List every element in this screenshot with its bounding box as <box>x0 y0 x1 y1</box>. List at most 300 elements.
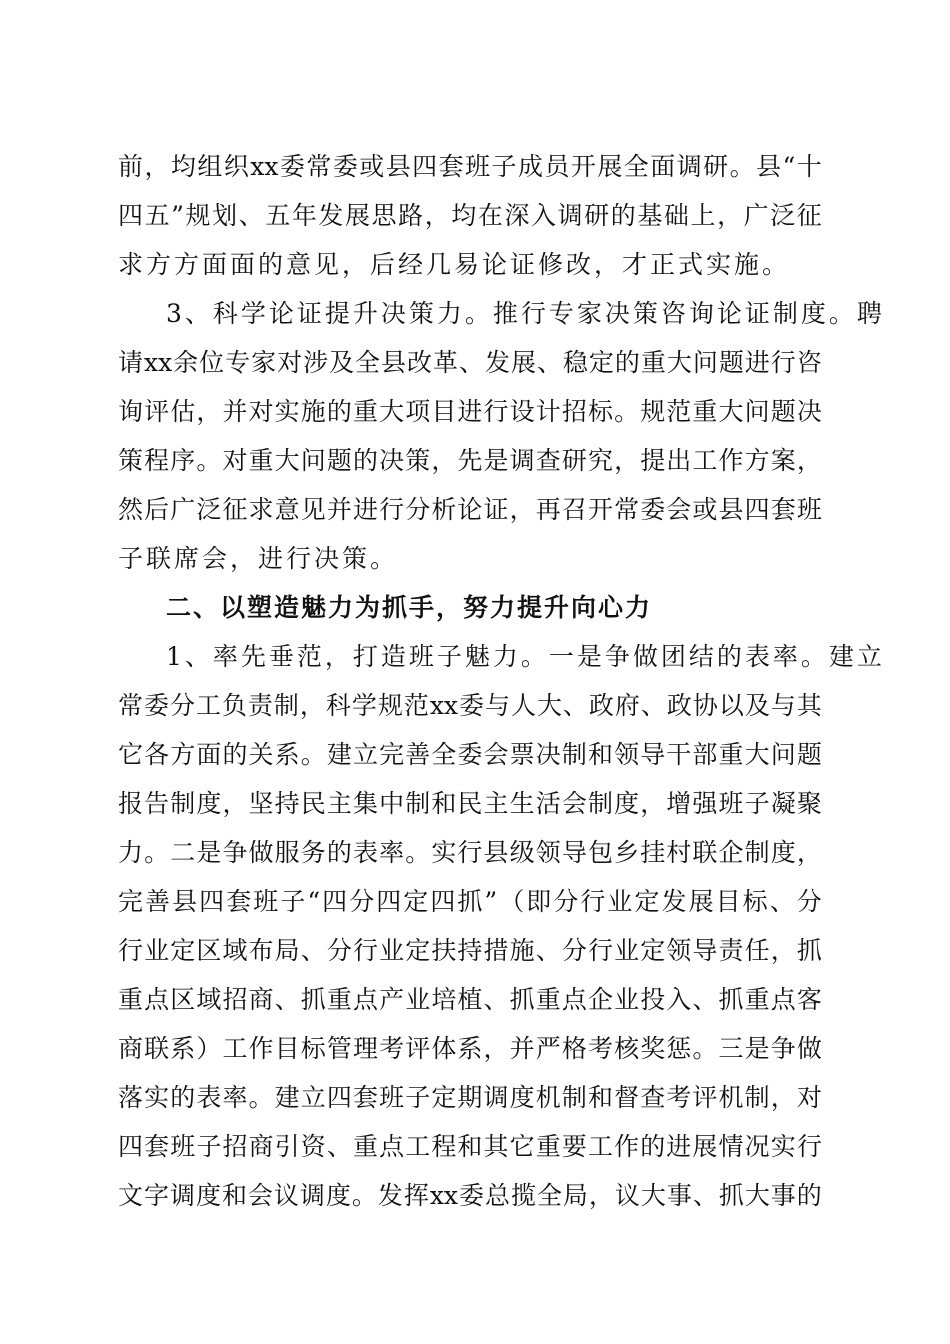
glyph: 均 <box>170 152 196 181</box>
glyph: 位 <box>199 348 225 377</box>
text-line <box>118 784 822 824</box>
glyph: “ <box>307 887 321 916</box>
glyph: 划 <box>212 201 238 230</box>
glyph: 务 <box>300 838 326 867</box>
glyph: 对 <box>796 1083 822 1112</box>
glyph: 会 <box>561 789 587 818</box>
glyph: 范 <box>403 691 429 720</box>
glyph: 制 <box>561 740 587 769</box>
glyph: 套 <box>770 495 796 524</box>
glyph: 挥 <box>403 1181 429 1210</box>
glyph: 的 <box>796 1181 822 1210</box>
glyph: “ <box>782 152 796 181</box>
glyph: 调 <box>483 1083 509 1112</box>
glyph: 人 <box>510 691 536 720</box>
glyph: 出 <box>666 446 692 475</box>
glyph: 证 <box>483 495 509 524</box>
glyph: 县 <box>381 348 407 377</box>
glyph: 四 <box>412 152 438 181</box>
glyph: 定 <box>588 348 614 377</box>
glyph: 其 <box>483 1132 509 1161</box>
glyph: 联 <box>144 1034 170 1063</box>
glyph: 施 <box>509 936 535 965</box>
glyph: 涉 <box>303 348 329 377</box>
glyph: 文 <box>118 1181 144 1210</box>
glyph: 的 <box>640 1132 666 1161</box>
glyph: 工 <box>222 1034 248 1063</box>
glyph: 工 <box>692 446 718 475</box>
text-line <box>118 931 822 971</box>
glyph: 、 <box>640 691 666 720</box>
glyph: 班 <box>379 1083 405 1112</box>
glyph: 领 <box>666 936 692 965</box>
glyph: 府 <box>614 691 640 720</box>
glyph: 子 <box>491 152 517 181</box>
glyph: 表 <box>196 1083 222 1112</box>
glyph: 善 <box>145 887 171 916</box>
glyph: 上 <box>690 201 716 230</box>
glyph: 度 <box>614 789 640 818</box>
glyph: 定 <box>640 936 666 965</box>
glyph: 争 <box>770 1034 796 1063</box>
glyph: 议 <box>614 1181 640 1210</box>
glyph: 决 <box>379 446 405 475</box>
glyph: 分 <box>349 887 375 916</box>
glyph: 定 <box>170 936 196 965</box>
glyph: 率 <box>222 1083 248 1112</box>
glyph: 家 <box>251 348 277 377</box>
glyph: 重 <box>718 740 744 769</box>
glyph: 协 <box>692 691 718 720</box>
glyph: 招 <box>222 1132 248 1161</box>
glyph: 产 <box>379 985 405 1014</box>
glyph: 制 <box>587 789 613 818</box>
glyph: 招 <box>561 397 587 426</box>
glyph: 四 <box>744 495 770 524</box>
glyph: 问 <box>744 397 770 426</box>
glyph: 管 <box>326 1034 352 1063</box>
glyph: 大 <box>666 348 692 377</box>
text-line <box>118 1029 822 1069</box>
glyph: 进 <box>352 495 378 524</box>
glyph: 它 <box>118 740 144 769</box>
glyph: 四 <box>118 1132 144 1161</box>
glyph: 题 <box>326 446 352 475</box>
glyph: 任 <box>744 936 770 965</box>
glyph: 点 <box>352 985 378 1014</box>
glyph: 全 <box>623 152 649 181</box>
glyph: 会 <box>666 495 692 524</box>
glyph: 思 <box>371 201 397 230</box>
glyph: 实 <box>274 397 300 426</box>
glyph: 调 <box>299 1181 325 1210</box>
glyph: 四 <box>118 201 144 230</box>
glyph: 委 <box>457 740 483 769</box>
glyph: 作 <box>248 1034 274 1063</box>
glyph: 制 <box>405 789 431 818</box>
glyph: 级 <box>509 838 535 867</box>
glyph: 决 <box>796 397 822 426</box>
glyph: 计 <box>535 397 561 426</box>
glyph: 乡 <box>614 838 640 867</box>
glyph: 科 <box>325 691 351 720</box>
glyph: 分 <box>561 936 587 965</box>
glyph: 大 <box>536 691 562 720</box>
glyph: 会 <box>483 740 509 769</box>
glyph: 点 <box>770 985 796 1014</box>
glyph: ， <box>588 1181 614 1210</box>
glyph: 进 <box>457 397 483 426</box>
glyph: 见 <box>300 495 326 524</box>
glyph: 子 <box>744 789 770 818</box>
glyph: 和 <box>587 1083 613 1112</box>
glyph: 责 <box>718 936 744 965</box>
glyph: 评 <box>692 1083 718 1112</box>
glyph: 并 <box>222 397 248 426</box>
glyph: 责 <box>247 691 273 720</box>
glyph: 区 <box>196 936 222 965</box>
glyph: 委 <box>332 152 358 181</box>
glyph: 实 <box>431 838 457 867</box>
glyph: 对 <box>222 446 248 475</box>
glyph: 重 <box>248 446 274 475</box>
glyph: 班 <box>253 887 279 916</box>
glyph: 字 <box>143 1181 169 1210</box>
text-line <box>118 735 822 775</box>
glyph: 并 <box>326 495 352 524</box>
glyph: 、 <box>483 985 509 1014</box>
glyph: 、 <box>535 936 561 965</box>
glyph: 立 <box>352 740 378 769</box>
glyph: 、 <box>536 348 562 377</box>
glyph: 票 <box>509 740 535 769</box>
glyph: 度 <box>509 1083 535 1112</box>
glyph: 评 <box>144 397 170 426</box>
section-heading: 二、以塑造魅力为抓手，努力提升向心力 <box>166 593 653 622</box>
glyph: 与 <box>770 691 796 720</box>
glyph: 础 <box>663 201 689 230</box>
glyph: 业 <box>144 936 170 965</box>
glyph: 实 <box>770 1132 796 1161</box>
glyph: 工 <box>405 1132 431 1161</box>
text-line <box>118 833 822 873</box>
glyph: 揽 <box>510 1181 536 1210</box>
glyph: 的 <box>222 740 248 769</box>
glyph: 强 <box>692 789 718 818</box>
glyph: 点 <box>561 985 587 1014</box>
glyph: 扶 <box>431 936 457 965</box>
glyph: 度 <box>195 1181 221 1210</box>
glyph: 分 <box>796 887 822 916</box>
glyph: 进 <box>744 348 770 377</box>
glyph: 四 <box>430 887 456 916</box>
glyph: 度 <box>196 789 222 818</box>
glyph: 的 <box>326 838 352 867</box>
glyph: 进 <box>666 1132 692 1161</box>
glyph: xx <box>429 691 459 720</box>
glyph: 序 <box>170 446 196 475</box>
glyph: 五 <box>144 201 170 230</box>
glyph: 县 <box>385 152 411 181</box>
glyph: 督 <box>614 1083 640 1112</box>
glyph: 的 <box>352 446 378 475</box>
glyph: 委 <box>143 691 169 720</box>
glyph: 四 <box>376 887 402 916</box>
glyph: 展 <box>344 201 370 230</box>
glyph: 县 <box>483 838 509 867</box>
glyph: 负 <box>221 691 247 720</box>
glyph: ， <box>770 936 796 965</box>
glyph: 其 <box>796 691 822 720</box>
text-line <box>118 1176 822 1216</box>
glyph: 完 <box>118 887 144 916</box>
glyph: 率 <box>379 838 405 867</box>
glyph: 导 <box>640 740 666 769</box>
glyph: 四 <box>326 1083 352 1112</box>
text-line <box>118 196 822 236</box>
glyph: 重 <box>352 1132 378 1161</box>
glyph: 估 <box>170 397 196 426</box>
glyph: 制 <box>561 1083 587 1112</box>
glyph: 行 <box>352 936 378 965</box>
glyph: 工 <box>587 1132 613 1161</box>
glyph: 规 <box>185 201 211 230</box>
text-line <box>118 392 822 432</box>
glyph: 主 <box>483 789 509 818</box>
glyph: 主 <box>326 789 352 818</box>
glyph: 征 <box>796 201 822 230</box>
glyph: 集 <box>352 789 378 818</box>
glyph: 开 <box>570 152 596 181</box>
glyph: 抓 <box>457 887 483 916</box>
glyph: 。 <box>729 152 755 181</box>
glyph: 革 <box>433 348 459 377</box>
glyph: ， <box>222 789 248 818</box>
glyph: 求 <box>248 495 274 524</box>
glyph: 力 <box>118 838 144 867</box>
glyph: 广 <box>743 201 769 230</box>
glyph: 子 <box>280 887 306 916</box>
glyph: 民 <box>300 789 326 818</box>
glyph: ， <box>770 1083 796 1112</box>
glyph: 织 <box>223 152 249 181</box>
glyph: ， <box>144 152 170 181</box>
glyph: 分 <box>169 691 195 720</box>
glyph: 询 <box>118 397 144 426</box>
glyph: 、 <box>238 201 264 230</box>
glyph: 套 <box>144 1132 170 1161</box>
glyph: 坚 <box>248 789 274 818</box>
glyph: 标 <box>742 887 768 916</box>
glyph: 联 <box>692 838 718 867</box>
glyph: 业 <box>379 936 405 965</box>
glyph: 程 <box>144 446 170 475</box>
glyph: 三 <box>718 1034 744 1063</box>
glyph: 告 <box>144 789 170 818</box>
glyph: 论 <box>457 495 483 524</box>
glyph: 规 <box>377 691 403 720</box>
glyph: 挂 <box>640 838 666 867</box>
glyph: 工 <box>195 691 221 720</box>
glyph: 面 <box>196 740 222 769</box>
glyph: 业 <box>607 887 633 916</box>
glyph: 、 <box>562 691 588 720</box>
glyph: 企 <box>587 985 613 1014</box>
glyph: 。 <box>614 397 640 426</box>
glyph: 召 <box>561 495 587 524</box>
glyph: 奖 <box>640 1034 666 1063</box>
glyph: 子 <box>405 1083 431 1112</box>
glyph: 题 <box>796 740 822 769</box>
glyph: 和 <box>587 740 613 769</box>
glyph: 部 <box>692 740 718 769</box>
glyph: 范 <box>666 397 692 426</box>
glyph: 抓 <box>509 985 535 1014</box>
glyph: 提 <box>640 446 666 475</box>
glyph: 、 <box>692 1181 718 1210</box>
glyph: 企 <box>718 838 744 867</box>
glyph: 专 <box>225 348 251 377</box>
glyph: 方 <box>170 740 196 769</box>
glyph: 政 <box>588 691 614 720</box>
text-line <box>118 1078 822 1118</box>
text-line <box>118 1127 822 1167</box>
glyph: 商 <box>248 1132 274 1161</box>
glyph: 考 <box>379 1034 405 1063</box>
glyph: 导 <box>561 838 587 867</box>
glyph: ， <box>796 446 822 475</box>
glyph: 即 <box>526 887 552 916</box>
glyph: 的 <box>170 1083 196 1112</box>
glyph: 业 <box>405 985 431 1014</box>
glyph: 大 <box>640 1181 666 1210</box>
glyph: 大 <box>744 740 770 769</box>
glyph: 抓 <box>796 936 822 965</box>
glyph: 区 <box>170 985 196 1014</box>
glyph: 发 <box>318 201 344 230</box>
glyph: 立 <box>300 1083 326 1112</box>
glyph: 全 <box>355 348 381 377</box>
glyph: 查 <box>640 1083 666 1112</box>
glyph: 重 <box>535 985 561 1014</box>
glyph: 制 <box>273 691 299 720</box>
glyph: 意 <box>274 495 300 524</box>
glyph: 行 <box>770 348 796 377</box>
glyph: 征 <box>222 495 248 524</box>
glyph: 建 <box>326 740 352 769</box>
glyph: 决 <box>535 740 561 769</box>
glyph: 问 <box>770 740 796 769</box>
glyph: 行 <box>457 838 483 867</box>
glyph: 调 <box>676 152 702 181</box>
glyph: 调 <box>509 446 535 475</box>
glyph: 落 <box>118 1083 144 1112</box>
glyph: 、 <box>300 936 326 965</box>
glyph: 严 <box>535 1034 561 1063</box>
glyph: 及 <box>744 691 770 720</box>
glyph: 程 <box>431 1132 457 1161</box>
glyph: 格 <box>561 1034 587 1063</box>
glyph: 调 <box>557 201 583 230</box>
glyph: 核 <box>614 1034 640 1063</box>
glyph: 套 <box>438 152 464 181</box>
paragraph-first-line: 3、科学论证提升决策力。推行专家决策咨询论证制度。聘 <box>166 299 885 328</box>
glyph: 班 <box>718 789 744 818</box>
glyph: 大 <box>744 1181 770 1210</box>
glyph: 改 <box>407 348 433 377</box>
glyph: ” <box>171 201 184 230</box>
glyph: 、 <box>769 887 795 916</box>
glyph: 点 <box>379 1132 405 1161</box>
glyph: 的 <box>610 201 636 230</box>
glyph: 学 <box>351 691 377 720</box>
glyph: 期 <box>457 1083 483 1112</box>
glyph: 题 <box>770 397 796 426</box>
glyph: 作 <box>718 446 744 475</box>
glyph: 重 <box>535 1132 561 1161</box>
glyph: ， <box>424 201 450 230</box>
glyph: 考 <box>587 1034 613 1063</box>
glyph: 导 <box>692 936 718 965</box>
glyph: 前 <box>118 152 144 181</box>
glyph: 广 <box>170 495 196 524</box>
glyph: 。 <box>144 838 170 867</box>
glyph: ， <box>796 838 822 867</box>
glyph: ， <box>431 446 457 475</box>
glyph: 案 <box>770 446 796 475</box>
glyph: 要 <box>561 1132 587 1161</box>
glyph: 再 <box>535 495 561 524</box>
glyph: 目 <box>431 397 457 426</box>
glyph: 目 <box>715 887 741 916</box>
text-line: 求方方面面的意见，后经几易论证修改，才正式实施。 <box>118 250 791 279</box>
glyph: 持 <box>457 936 483 965</box>
glyph: 分 <box>405 495 431 524</box>
glyph: 套 <box>352 1083 378 1112</box>
glyph: xx <box>143 348 173 377</box>
glyph: 重 <box>692 397 718 426</box>
glyph: 余 <box>173 348 199 377</box>
glyph: 度 <box>325 1181 351 1210</box>
glyph: 服 <box>274 838 300 867</box>
glyph: 布 <box>248 936 274 965</box>
glyph: 行 <box>587 936 613 965</box>
glyph: 度 <box>770 838 796 867</box>
glyph: 抓 <box>300 985 326 1014</box>
glyph: 做 <box>796 1034 822 1063</box>
glyph: 展 <box>597 152 623 181</box>
glyph: 县 <box>172 887 198 916</box>
glyph: 业 <box>614 985 640 1014</box>
glyph: 县 <box>756 152 782 181</box>
glyph: 、 <box>692 985 718 1014</box>
glyph: 均 <box>451 201 477 230</box>
glyph: 。 <box>351 1181 377 1210</box>
glyph: 善 <box>405 740 431 769</box>
text-line <box>118 147 822 187</box>
glyph: 争 <box>222 838 248 867</box>
glyph: 路 <box>398 201 424 230</box>
glyph: 及 <box>329 348 355 377</box>
glyph: 包 <box>587 838 613 867</box>
glyph: 行 <box>118 936 144 965</box>
glyph: 员 <box>544 152 570 181</box>
glyph: 基 <box>637 201 663 230</box>
glyph: 发 <box>661 887 687 916</box>
glyph: 关 <box>248 740 274 769</box>
glyph: 抓 <box>718 985 744 1014</box>
glyph: 村 <box>666 838 692 867</box>
